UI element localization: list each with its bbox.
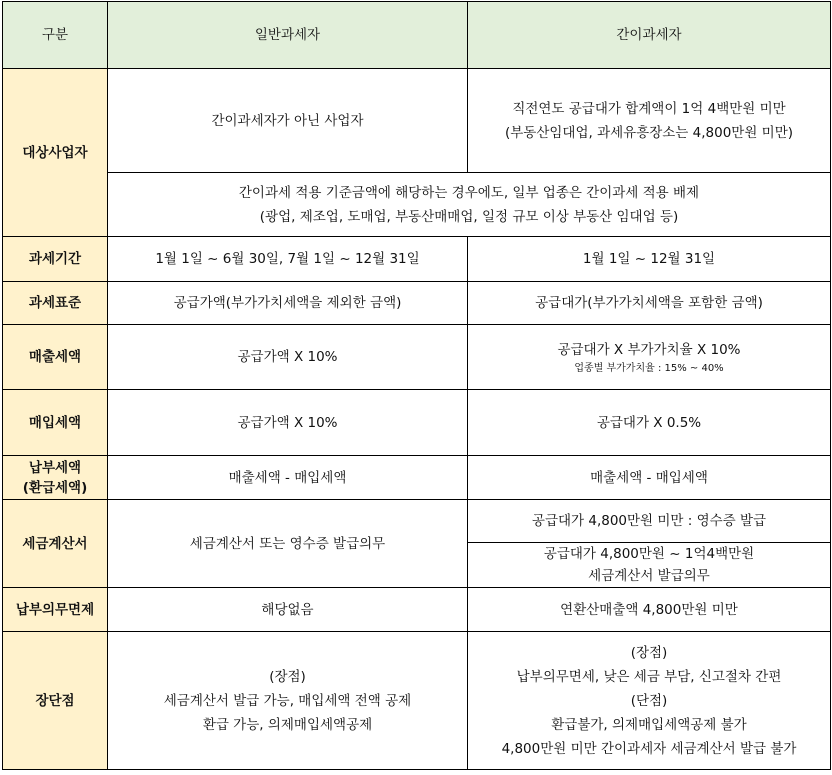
pros-cons-simple-line4: 환급불가, 의제매입세액공제 불가 xyxy=(551,716,747,733)
target-simple-line1: 직전연도 공급대가 합계액이 1억 4백만원 미만 xyxy=(512,100,786,117)
sales-tax-simple-note: 업종별 부가가치율 : 15% ~ 40% xyxy=(574,363,724,374)
pros-cons-simple xyxy=(468,632,831,770)
row-period xyxy=(3,237,831,282)
pros-cons-simple-line2: 납부의무면세, 낮은 세금 부담, 신고절차 간편 xyxy=(516,668,782,685)
label-period: 과세기간 xyxy=(3,237,108,282)
invoice-simple-receipt: 공급대가 4,800만원 미만 : 영수증 발급 xyxy=(468,500,831,543)
header-category: 구분 xyxy=(3,2,108,69)
target-exclusion-line1: 간이과세 적용 기준금액에 해당하는 경우에도, 일부 업종은 간이과세 적용 배제 xyxy=(238,184,700,201)
pros-cons-simple-line5: 4,800만원 미만 간이과세자 세금계산서 발급 불가 xyxy=(501,740,797,757)
invoice-general: 세금계산서 또는 영수증 발급의무 xyxy=(108,500,468,588)
invoice-simple-mandatory xyxy=(468,543,831,588)
label-payable-tax-line2: (환급세액) xyxy=(22,479,88,496)
pros-cons-general-line3: 환급 가능, 의제매입세액공제 xyxy=(202,716,373,733)
label-target: 대상사업자 xyxy=(3,69,108,237)
row-standard xyxy=(3,282,831,325)
header-general-taxpayer: 일반과세자 xyxy=(108,2,468,69)
target-exclusion xyxy=(108,173,831,237)
row-target-a xyxy=(3,69,831,173)
header-row xyxy=(3,2,831,69)
sales-tax-general: 공급가액 X 10% xyxy=(108,325,468,390)
exemption-simple: 연환산매출액 4,800만원 미만 xyxy=(468,588,831,632)
exemption-general: 해당없음 xyxy=(108,588,468,632)
row-sales-tax xyxy=(3,325,831,390)
label-standard: 과세표준 xyxy=(3,282,108,325)
row-purchase-tax xyxy=(3,390,831,456)
label-invoice: 세금계산서 xyxy=(3,500,108,588)
pros-cons-general-line2: 세금계산서 발급 가능, 매입세액 전액 공제 xyxy=(163,692,412,709)
pros-cons-simple-line3: (단점) xyxy=(630,692,668,709)
pros-cons-simple-line1: (장점) xyxy=(630,644,668,661)
invoice-simple-mandatory-line2: 세금계산서 발급의무 xyxy=(588,568,710,584)
payable-tax-general: 매출세액 - 매입세액 xyxy=(108,456,468,500)
row-payable-tax xyxy=(3,456,831,500)
standard-general: 공급가액(부가가치세액을 제외한 금액) xyxy=(108,282,468,325)
header-simple-taxpayer: 간이과세자 xyxy=(468,2,831,69)
label-payable-tax-line1: 납부세액 xyxy=(28,459,82,476)
sales-tax-simple-formula: 공급대가 X 부가가치율 X 10% xyxy=(557,342,741,358)
purchase-tax-simple: 공급대가 X 0.5% xyxy=(468,390,831,456)
label-exemption: 납부의무면제 xyxy=(3,588,108,632)
vat-comparison-table xyxy=(2,1,831,770)
row-exemption xyxy=(3,588,831,632)
target-simple-line2: (부동산임대업, 과세유흥장소는 4,800만원 미만) xyxy=(504,124,794,141)
row-invoice-a xyxy=(3,500,831,543)
target-exclusion-line2: (광업, 제조업, 도매업, 부동산매매업, 일정 규모 이상 부동산 임대업 등) xyxy=(259,208,679,225)
pros-cons-general xyxy=(108,632,468,770)
invoice-simple-mandatory-line1: 공급대가 4,800만원 ~ 1억4백만원 xyxy=(543,546,755,562)
label-sales-tax: 매출세액 xyxy=(3,325,108,390)
label-payable-tax xyxy=(3,456,108,500)
pros-cons-general-line1: (장점) xyxy=(269,668,306,685)
row-pros-cons xyxy=(3,632,831,770)
label-purchase-tax: 매입세액 xyxy=(3,390,108,456)
target-simple xyxy=(468,69,831,173)
period-general: 1월 1일 ~ 6월 30일, 7월 1일 ~ 12월 31일 xyxy=(108,237,468,282)
target-general: 간이과세자가 아닌 사업자 xyxy=(108,69,468,173)
purchase-tax-general: 공급가액 X 10% xyxy=(108,390,468,456)
label-pros-cons: 장단점 xyxy=(3,632,108,770)
standard-simple: 공급대가(부가가치세액을 포함한 금액) xyxy=(468,282,831,325)
period-simple: 1월 1일 ~ 12월 31일 xyxy=(468,237,831,282)
payable-tax-simple: 매출세액 - 매입세액 xyxy=(468,456,831,500)
row-target-b xyxy=(3,173,831,237)
sales-tax-simple xyxy=(468,325,831,390)
